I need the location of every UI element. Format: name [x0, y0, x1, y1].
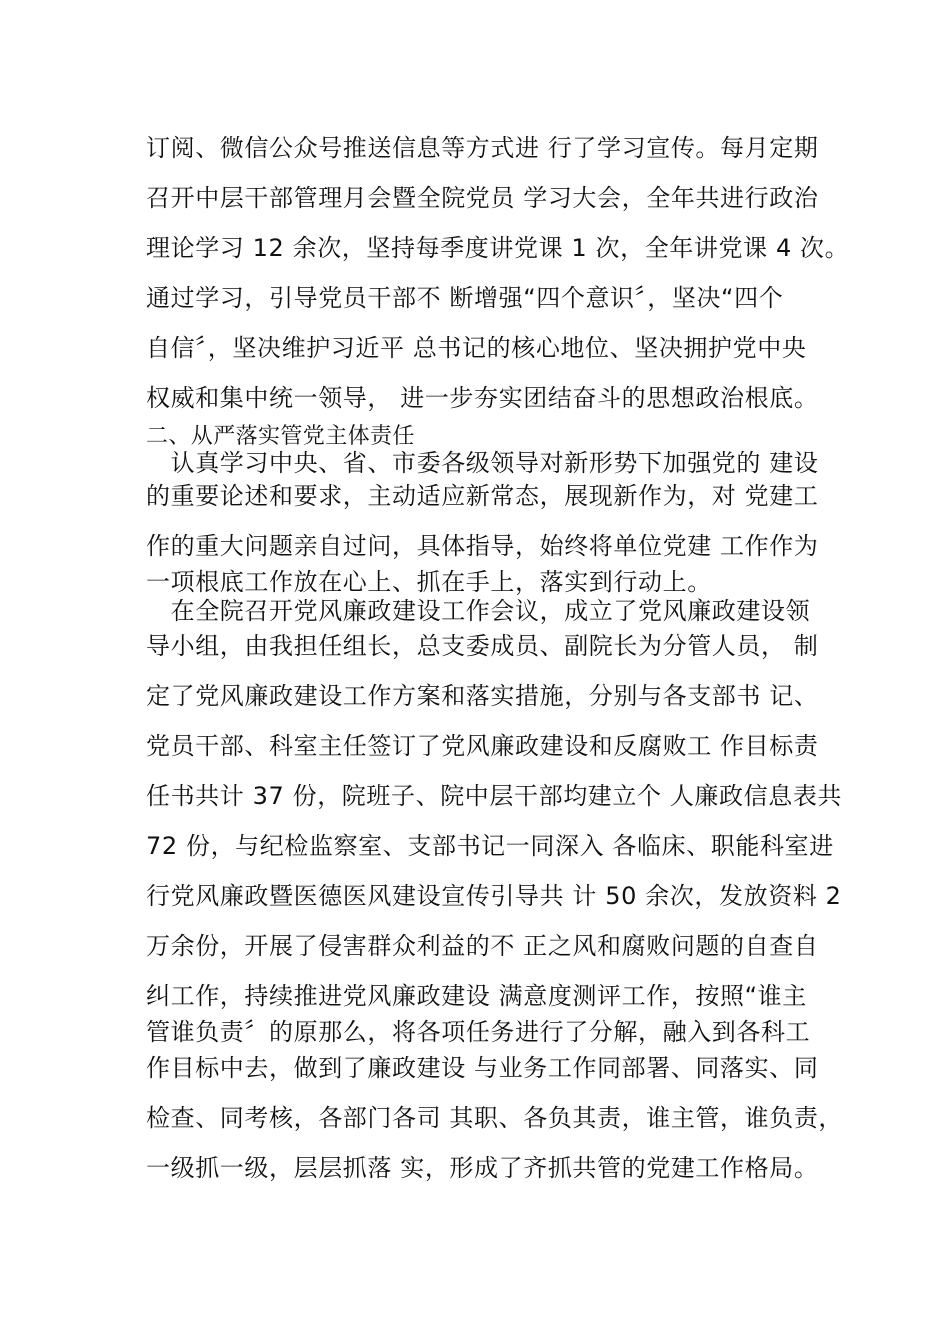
text-line: 的重要论述和要求，主动适应新常态，展现新作为，对 党建工: [146, 482, 819, 510]
text-line: 管谁负责〞的原那么，将各项任务进行了分解，融入到各科工: [146, 1018, 811, 1046]
text-line: 党员干部、科室主任签订了党风廉政建设和反腐败工 作目标责: [146, 732, 819, 760]
text-line: 自信〞，坚决维护习近平 总书记的核心地位、坚决拥护党中央: [146, 334, 807, 362]
text-line: 定了党风廉政建设工作方案和落实措施，分别与各支部书 记、: [146, 682, 819, 710]
text-line: 一项根底工作放在心上、抓在手上，落实到行动上。: [146, 568, 712, 596]
text-line: 72 份，与纪检监察室、支部书记一同深入 各临床、职能科室进: [146, 832, 834, 860]
text-line: 作的重大问题亲自过问，具体指导，始终将单位党建 工作作为: [146, 532, 819, 560]
text-line: 在全院召开党风廉政建设工作会议，成立了党风廉政建设领: [146, 597, 811, 625]
text-line: 认真学习中央、省、市委各级领导对新形势下加强党的 建设: [146, 449, 819, 477]
text-line: 通过学习，引导党员干部不 断增强“四个意识〞，坚决“四个: [146, 284, 784, 312]
text-line: 万余份，开展了侵害群众利益的不 正之风和腐败问题的自查自: [146, 932, 819, 960]
text-line: 行党风廉政暨医德医风建设宣传引导共 计 50 余次，发放资料 2: [146, 882, 842, 910]
text-line: 召开中层干部管理月会暨全院党员 学习大会，全年共进行政治: [146, 184, 819, 212]
text-line: 导小组，由我担任组长，总支委成员、副院长为分管人员， 制: [146, 632, 819, 660]
section-heading: 二、从严落实管党主体责任: [146, 424, 415, 449]
text-line: 作目标中去，做到了廉政建设 与业务工作同部署、同落实、同: [146, 1054, 819, 1082]
text-line: 一级抓一级，层层抓落 实，形成了齐抓共管的党建工作格局。: [146, 1154, 819, 1182]
text-line: 检查、同考核，各部门各司 其职、各负其责，谁主管，谁负责，: [146, 1104, 844, 1132]
text-line: 纠工作，持续推进党风廉政建设 满意度测评工作，按照“谁主: [146, 982, 807, 1010]
text-line: 理论学习 12 余次，坚持每季度讲党课 1 次，全年讲党课 4 次。: [146, 234, 850, 262]
text-line: 订阅、微信公众号推送信息等方式进 行了学习宣传。每月定期: [146, 134, 819, 162]
text-line: 任书共计 37 份，院班子、院中层干部均建立个 人廉政信息表共: [146, 782, 843, 810]
text-line: 权威和集中统一领导， 进一步夯实团结奋斗的思想政治根底。: [146, 384, 819, 412]
